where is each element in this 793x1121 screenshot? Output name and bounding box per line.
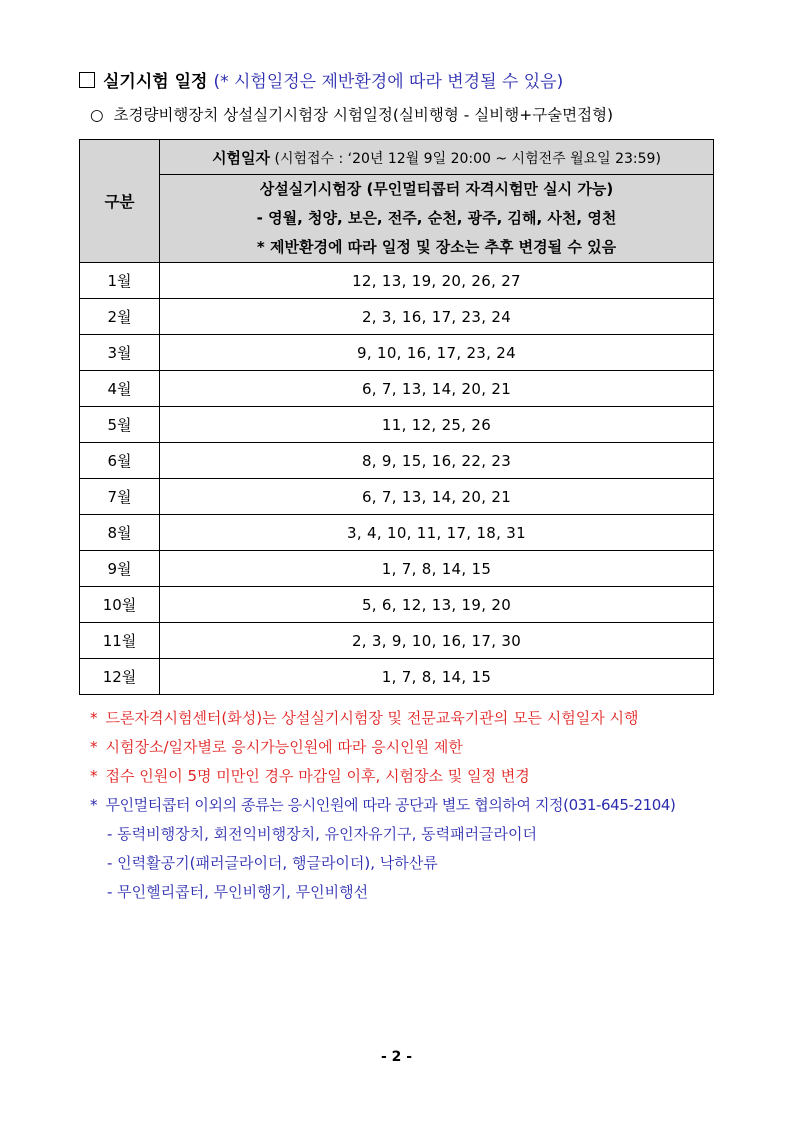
month-cell: 3월 bbox=[80, 335, 160, 371]
asterisk-bullet: * bbox=[90, 738, 98, 756]
exam-days-cell: 3, 4, 10, 11, 17, 18, 31 bbox=[160, 515, 714, 551]
month-cell: 10월 bbox=[80, 587, 160, 623]
section-title: 실기시험 일정 bbox=[103, 72, 208, 92]
exam-days-cell: 2, 3, 16, 17, 23, 24 bbox=[160, 299, 714, 335]
table-row bbox=[80, 407, 714, 443]
note-subitem: - 동력비행장치, 회전익비행장치, 유인자유기구, 동력패러글라이더 bbox=[107, 825, 538, 843]
section-heading bbox=[79, 70, 759, 94]
column-header-site bbox=[160, 175, 714, 263]
notes-list bbox=[90, 704, 750, 907]
note-text: 무인멀티콥터 이외의 종류는 응시인원에 따라 공단과 별도 협의하여 지정(031-645-2104) bbox=[105, 796, 676, 814]
sub-heading-text: 초경량비행장치 상설실기시험장 시험일정(실비행형 - 실비행+구술면접형) bbox=[113, 106, 614, 124]
month-cell: 12월 bbox=[80, 659, 160, 695]
exam-days-cell: 8, 9, 15, 16, 22, 23 bbox=[160, 443, 714, 479]
table-row bbox=[80, 263, 714, 299]
asterisk-bullet: * bbox=[90, 796, 98, 814]
table-row bbox=[80, 299, 714, 335]
month-cell: 8월 bbox=[80, 515, 160, 551]
note-item bbox=[90, 791, 750, 820]
note-subitem: - 인력활공기(패러글라이더, 행글라이더), 낙하산류 bbox=[107, 854, 438, 872]
month-cell: 4월 bbox=[80, 371, 160, 407]
asterisk-bullet: * bbox=[90, 709, 98, 727]
note-text: 드론자격시험센터(화성)는 상설실기시험장 및 전문교육기관의 모든 시험일자 시행 bbox=[105, 709, 639, 727]
table-row bbox=[80, 623, 714, 659]
exam-schedule-table bbox=[79, 139, 714, 695]
checkbox-square-icon bbox=[79, 72, 95, 88]
table-row bbox=[80, 659, 714, 695]
exam-days-cell: 1, 7, 8, 14, 15 bbox=[160, 551, 714, 587]
month-cell: 2월 bbox=[80, 299, 160, 335]
note-text: 접수 인원이 5명 미만인 경우 마감일 이후, 시험장소 및 일정 변경 bbox=[105, 767, 530, 785]
table-row bbox=[80, 551, 714, 587]
exam-days-cell: 1, 7, 8, 14, 15 bbox=[160, 659, 714, 695]
page-number: - 2 - bbox=[380, 1049, 413, 1065]
asterisk-bullet: * bbox=[90, 767, 98, 785]
note-text: 시험장소/일자별로 응시가능인원에 따라 응시인원 제한 bbox=[105, 738, 463, 756]
site-header-line: 상설실기시험장 (무인멀티콥터 자격시험만 실시 가능) bbox=[259, 180, 614, 198]
sub-heading bbox=[90, 103, 750, 127]
exam-days-cell: 5, 6, 12, 13, 19, 20 bbox=[160, 587, 714, 623]
table-row bbox=[80, 515, 714, 551]
site-header-notice: * 제반환경에 따라 일정 및 장소는 추후 변경될 수 있음 bbox=[256, 238, 617, 256]
column-header-exam-date bbox=[160, 140, 714, 175]
table-row bbox=[80, 443, 714, 479]
exam-date-registration: (시험접수 : ‘20년 12월 9일 20:00 ~ 시험전주 월요일 23:59) bbox=[270, 150, 661, 167]
exam-days-cell: 9, 10, 16, 17, 23, 24 bbox=[160, 335, 714, 371]
note-subitem: - 무인헬리콥터, 무인비행기, 무인비행선 bbox=[107, 883, 369, 901]
site-header-locations: - 영월, 청양, 보은, 전주, 순천, 광주, 김해, 사천, 영천 bbox=[256, 209, 617, 227]
exam-days-cell: 11, 12, 25, 26 bbox=[160, 407, 714, 443]
month-cell: 9월 bbox=[80, 551, 160, 587]
month-cell: 5월 bbox=[80, 407, 160, 443]
month-cell: 7월 bbox=[80, 479, 160, 515]
table-row bbox=[80, 371, 714, 407]
table-row bbox=[80, 335, 714, 371]
month-cell: 6월 bbox=[80, 443, 160, 479]
note-item bbox=[90, 704, 750, 733]
table-row bbox=[80, 479, 714, 515]
table-row bbox=[80, 587, 714, 623]
month-cell: 11월 bbox=[80, 623, 160, 659]
exam-days-cell: 6, 7, 13, 14, 20, 21 bbox=[160, 371, 714, 407]
exam-days-cell: 2, 3, 9, 10, 16, 17, 30 bbox=[160, 623, 714, 659]
exam-days-cell: 6, 7, 13, 14, 20, 21 bbox=[160, 479, 714, 515]
exam-days-cell: 12, 13, 19, 20, 26, 27 bbox=[160, 263, 714, 299]
note-item bbox=[90, 762, 750, 791]
note-item bbox=[90, 733, 750, 762]
month-cell: 1월 bbox=[80, 263, 160, 299]
circle-bullet-icon: ○ bbox=[90, 106, 104, 124]
column-header-category: 구분 bbox=[80, 140, 160, 263]
section-note: (* 시험일정은 제반환경에 따라 변경될 수 있음) bbox=[213, 72, 564, 92]
exam-date-label: 시험일자 bbox=[212, 148, 271, 167]
